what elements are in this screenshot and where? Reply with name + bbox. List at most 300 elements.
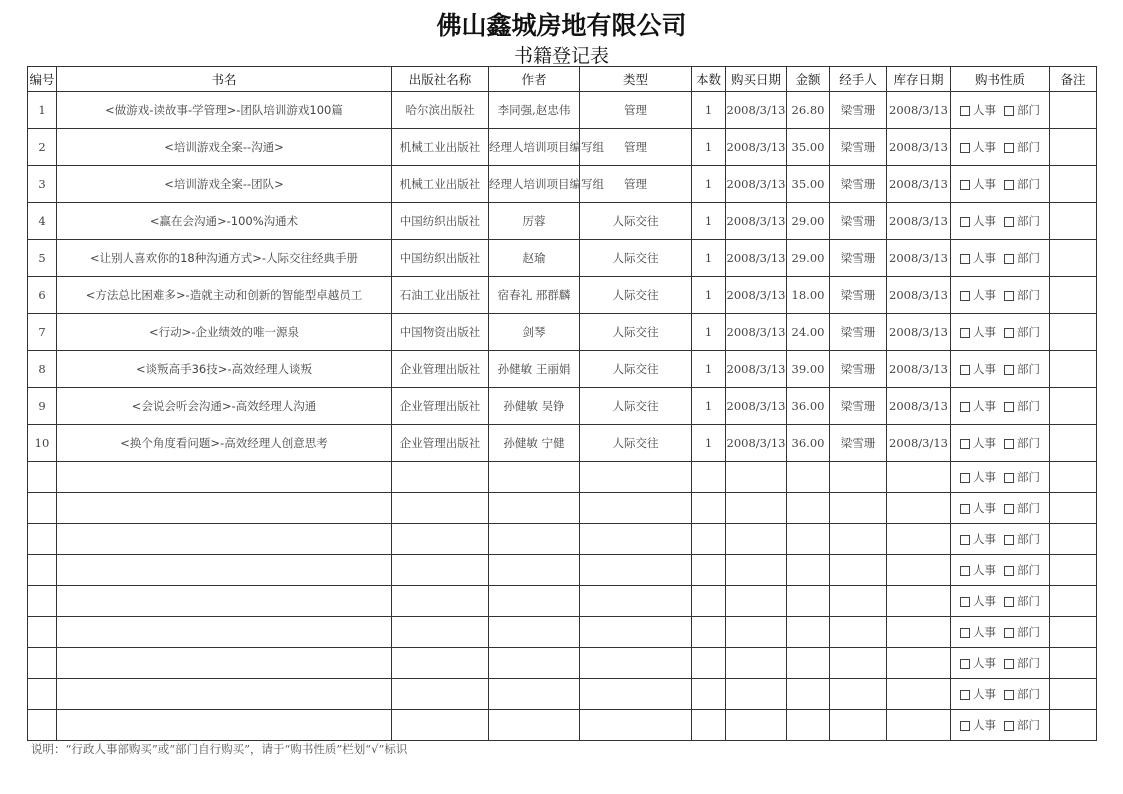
- purchase-nature-label: 部门: [1017, 687, 1040, 701]
- cell-purchase-nature: [951, 617, 1050, 648]
- cell-no: 4: [28, 203, 57, 240]
- checkbox-icon[interactable]: [960, 473, 970, 483]
- checkbox-icon[interactable]: [960, 721, 970, 731]
- empty-cell: [28, 462, 57, 493]
- empty-cell: [392, 586, 489, 617]
- cell-publisher: 企业管理出版社: [392, 425, 489, 462]
- cell-remark: [1050, 388, 1097, 425]
- table-row: [28, 240, 1097, 277]
- cell-title: <赢在会沟通>-100%沟通术: [57, 203, 392, 240]
- cell-purchase-nature: [951, 203, 1050, 240]
- cell-remark: [1050, 240, 1097, 277]
- purchase-nature-option[interactable]: [1004, 250, 1040, 266]
- cell-title: <培训游戏全案--沟通>: [57, 129, 392, 166]
- column-header-author: 作者: [489, 67, 580, 92]
- empty-table-row: [28, 679, 1097, 710]
- checkbox-icon[interactable]: [960, 597, 970, 607]
- cell-type: 人际交往: [580, 240, 692, 277]
- empty-cell: [57, 493, 392, 524]
- empty-cell: [28, 586, 57, 617]
- purchase-nature-label: 部门: [1017, 325, 1040, 339]
- checkbox-icon[interactable]: [960, 439, 970, 449]
- cell-title: <培训游戏全案--团队>: [57, 166, 392, 203]
- cell-author: 孙健敏 宁健: [489, 425, 580, 462]
- empty-cell: [726, 493, 787, 524]
- empty-cell: [489, 648, 580, 679]
- cell-title: <会说会听会沟通>-高效经理人沟通: [57, 388, 392, 425]
- purchase-nature-label: 部门: [1017, 532, 1040, 546]
- purchase-nature-option[interactable]: [1004, 213, 1040, 229]
- checkbox-icon[interactable]: [960, 566, 970, 576]
- checkbox-icon[interactable]: [960, 254, 970, 264]
- checkbox-icon[interactable]: [1004, 402, 1014, 412]
- cell-qty: 1: [692, 92, 726, 129]
- purchase-nature-option[interactable]: [960, 593, 996, 609]
- form-title: 书籍登记表: [513, 45, 609, 67]
- cell-purchase-nature: [951, 351, 1050, 388]
- cell-type: 管理: [580, 92, 692, 129]
- cell-publisher: 哈尔滨出版社: [392, 92, 489, 129]
- cell-buy-date: 2008/3/13: [726, 314, 787, 351]
- purchase-nature-label: 部门: [1017, 501, 1040, 515]
- cell-type: 人际交往: [580, 314, 692, 351]
- cell-no: 3: [28, 166, 57, 203]
- empty-cell: [580, 524, 692, 555]
- cell-purchase-nature: [951, 524, 1050, 555]
- column-header-buy-date: 购买日期: [726, 67, 787, 92]
- empty-cell: [726, 648, 787, 679]
- table-row: [28, 166, 1097, 203]
- checkbox-icon[interactable]: [960, 328, 970, 338]
- purchase-nature-label: 人事: [973, 140, 996, 154]
- purchase-nature-option[interactable]: [1004, 139, 1040, 155]
- empty-cell: [489, 617, 580, 648]
- cell-stock-date: 2008/3/13: [887, 92, 951, 129]
- table-row: [28, 351, 1097, 388]
- empty-cell: [692, 679, 726, 710]
- purchase-nature-option[interactable]: [960, 250, 996, 266]
- cell-purchase-nature: [951, 240, 1050, 277]
- cell-buy-date: 2008/3/13: [726, 425, 787, 462]
- purchase-nature-label: 人事: [973, 177, 996, 191]
- cell-amount: 26.80: [787, 92, 830, 129]
- empty-table-row: [28, 617, 1097, 648]
- checkbox-icon[interactable]: [1004, 439, 1014, 449]
- empty-cell: [787, 710, 830, 741]
- empty-table-row: [28, 524, 1097, 555]
- cell-amount: 39.00: [787, 351, 830, 388]
- purchase-nature-option[interactable]: [960, 176, 996, 192]
- purchase-nature-option[interactable]: [960, 686, 996, 702]
- empty-cell: [580, 710, 692, 741]
- purchase-nature-option[interactable]: [1004, 469, 1040, 485]
- purchase-nature-label: 部门: [1017, 103, 1040, 117]
- column-header-stock-date: 库存日期: [887, 67, 951, 92]
- checkbox-icon[interactable]: [1004, 328, 1014, 338]
- empty-cell: [392, 555, 489, 586]
- cell-no: 10: [28, 425, 57, 462]
- empty-cell: [1050, 493, 1097, 524]
- purchase-nature-option[interactable]: [960, 324, 996, 340]
- empty-cell: [887, 710, 951, 741]
- purchase-nature-option[interactable]: [1004, 562, 1040, 578]
- purchase-nature-label: 部门: [1017, 656, 1040, 670]
- purchase-nature-option[interactable]: [960, 213, 996, 229]
- empty-cell: [580, 617, 692, 648]
- empty-table-row: [28, 648, 1097, 679]
- checkbox-icon[interactable]: [1004, 535, 1014, 545]
- checkbox-icon[interactable]: [960, 106, 970, 116]
- cell-amount: 36.00: [787, 425, 830, 462]
- checkbox-icon[interactable]: [960, 628, 970, 638]
- cell-stock-date: 2008/3/13: [887, 203, 951, 240]
- checkbox-icon[interactable]: [1004, 597, 1014, 607]
- purchase-nature-option[interactable]: [1004, 287, 1040, 303]
- cell-title: <做游戏-读故事-学管理>-团队培训游戏100篇: [57, 92, 392, 129]
- empty-cell: [787, 648, 830, 679]
- purchase-nature-label: 人事: [973, 532, 996, 546]
- empty-cell: [580, 555, 692, 586]
- purchase-nature-label: 人事: [973, 594, 996, 608]
- cell-author: 厉蓉: [489, 203, 580, 240]
- purchase-nature-option[interactable]: [960, 435, 996, 451]
- purchase-nature-label: 部门: [1017, 625, 1040, 639]
- cell-handler: 梁雪珊: [830, 166, 887, 203]
- checkbox-icon[interactable]: [960, 217, 970, 227]
- purchase-nature-label: 部门: [1017, 288, 1040, 302]
- cell-publisher: 中国物资出版社: [392, 314, 489, 351]
- cell-purchase-nature: [951, 277, 1050, 314]
- cell-qty: 1: [692, 240, 726, 277]
- empty-cell: [726, 462, 787, 493]
- purchase-nature-option[interactable]: [1004, 398, 1040, 414]
- column-header-no: 编号: [28, 67, 57, 92]
- checkbox-icon[interactable]: [1004, 180, 1014, 190]
- empty-cell: [1050, 462, 1097, 493]
- cell-author: 经理人培训项目编写组: [489, 166, 580, 203]
- cell-publisher: 机械工业出版社: [392, 166, 489, 203]
- cell-author: 剑琴: [489, 314, 580, 351]
- purchase-nature-label: 人事: [973, 625, 996, 639]
- header-row: [28, 67, 1097, 92]
- cell-type: 管理: [580, 166, 692, 203]
- purchase-nature-label: 人事: [973, 214, 996, 228]
- cell-stock-date: 2008/3/13: [887, 425, 951, 462]
- checkbox-icon[interactable]: [1004, 143, 1014, 153]
- cell-amount: 35.00: [787, 166, 830, 203]
- cell-buy-date: 2008/3/13: [726, 92, 787, 129]
- cell-title: <方法总比困难多>-造就主动和创新的智能型卓越员工: [57, 277, 392, 314]
- empty-table-row: [28, 586, 1097, 617]
- empty-table-row: [28, 555, 1097, 586]
- cell-amount: 18.00: [787, 277, 830, 314]
- cell-amount: 36.00: [787, 388, 830, 425]
- empty-cell: [489, 462, 580, 493]
- empty-cell: [489, 555, 580, 586]
- checkbox-icon[interactable]: [1004, 504, 1014, 514]
- cell-remark: [1050, 92, 1097, 129]
- empty-cell: [887, 617, 951, 648]
- table-body: [28, 92, 1097, 741]
- purchase-nature-option[interactable]: [960, 469, 996, 485]
- purchase-nature-option[interactable]: [1004, 102, 1040, 118]
- purchase-nature-option[interactable]: [960, 139, 996, 155]
- cell-no: 7: [28, 314, 57, 351]
- purchase-nature-option[interactable]: [1004, 435, 1040, 451]
- cell-stock-date: 2008/3/13: [887, 351, 951, 388]
- empty-cell: [28, 555, 57, 586]
- cell-qty: 1: [692, 277, 726, 314]
- cell-stock-date: 2008/3/13: [887, 277, 951, 314]
- cell-remark: [1050, 314, 1097, 351]
- cell-amount: 29.00: [787, 240, 830, 277]
- purchase-nature-option[interactable]: [960, 624, 996, 640]
- purchase-nature-option[interactable]: [960, 102, 996, 118]
- checkbox-icon[interactable]: [1004, 473, 1014, 483]
- empty-cell: [787, 679, 830, 710]
- purchase-nature-option[interactable]: [1004, 324, 1040, 340]
- cell-author: 李同强,赵忠伟: [489, 92, 580, 129]
- purchase-nature-label: 部门: [1017, 177, 1040, 191]
- cell-handler: 梁雪珊: [830, 277, 887, 314]
- purchase-nature-option[interactable]: [960, 717, 996, 733]
- checkbox-icon[interactable]: [1004, 254, 1014, 264]
- checkbox-icon[interactable]: [1004, 106, 1014, 116]
- empty-cell: [580, 462, 692, 493]
- empty-cell: [392, 462, 489, 493]
- empty-cell: [580, 493, 692, 524]
- cell-handler: 梁雪珊: [830, 92, 887, 129]
- cell-author: 赵瑜: [489, 240, 580, 277]
- purchase-nature-option[interactable]: [960, 361, 996, 377]
- empty-cell: [489, 524, 580, 555]
- empty-cell: [1050, 679, 1097, 710]
- cell-purchase-nature: [951, 493, 1050, 524]
- cell-type: 人际交往: [580, 425, 692, 462]
- book-register-table: [27, 66, 1097, 741]
- cell-type: 人际交往: [580, 277, 692, 314]
- cell-handler: 梁雪珊: [830, 240, 887, 277]
- empty-cell: [28, 648, 57, 679]
- empty-cell: [57, 586, 392, 617]
- purchase-nature-option[interactable]: [1004, 624, 1040, 640]
- checkbox-icon[interactable]: [960, 659, 970, 669]
- checkbox-icon[interactable]: [1004, 566, 1014, 576]
- checkbox-icon[interactable]: [1004, 690, 1014, 700]
- cell-qty: 1: [692, 425, 726, 462]
- empty-cell: [1050, 524, 1097, 555]
- cell-buy-date: 2008/3/13: [726, 388, 787, 425]
- purchase-nature-option[interactable]: [1004, 686, 1040, 702]
- empty-table-row: [28, 462, 1097, 493]
- cell-publisher: 石油工业出版社: [392, 277, 489, 314]
- empty-cell: [830, 462, 887, 493]
- purchase-nature-label: 部门: [1017, 470, 1040, 484]
- empty-cell: [57, 555, 392, 586]
- cell-purchase-nature: [951, 462, 1050, 493]
- purchase-nature-label: 部门: [1017, 399, 1040, 413]
- checkbox-icon[interactable]: [960, 690, 970, 700]
- cell-stock-date: 2008/3/13: [887, 129, 951, 166]
- empty-cell: [887, 493, 951, 524]
- cell-type: 人际交往: [580, 203, 692, 240]
- cell-purchase-nature: [951, 425, 1050, 462]
- empty-cell: [57, 524, 392, 555]
- cell-no: 2: [28, 129, 57, 166]
- checkbox-icon[interactable]: [1004, 721, 1014, 731]
- empty-cell: [787, 493, 830, 524]
- empty-cell: [57, 679, 392, 710]
- cell-purchase-nature: [951, 648, 1050, 679]
- column-header-qty: 本数: [692, 67, 726, 92]
- empty-table-row: [28, 493, 1097, 524]
- empty-cell: [692, 586, 726, 617]
- empty-cell: [1050, 555, 1097, 586]
- empty-cell: [787, 462, 830, 493]
- purchase-nature-option[interactable]: [1004, 176, 1040, 192]
- cell-author: 孙健敏 王丽娟: [489, 351, 580, 388]
- cell-stock-date: 2008/3/13: [887, 166, 951, 203]
- empty-cell: [28, 679, 57, 710]
- cell-qty: 1: [692, 351, 726, 388]
- cell-buy-date: 2008/3/13: [726, 129, 787, 166]
- checkbox-icon[interactable]: [1004, 217, 1014, 227]
- cell-author: 经理人培训项目编写组: [489, 129, 580, 166]
- column-header-amount: 金额: [787, 67, 830, 92]
- empty-cell: [489, 586, 580, 617]
- empty-cell: [692, 462, 726, 493]
- empty-cell: [1050, 617, 1097, 648]
- cell-type: 管理: [580, 129, 692, 166]
- cell-remark: [1050, 351, 1097, 388]
- checkbox-icon[interactable]: [1004, 659, 1014, 669]
- empty-cell: [692, 648, 726, 679]
- cell-purchase-nature: [951, 388, 1050, 425]
- empty-cell: [726, 617, 787, 648]
- empty-table-row: [28, 710, 1097, 741]
- empty-cell: [489, 493, 580, 524]
- purchase-nature-option[interactable]: [1004, 361, 1040, 377]
- checkbox-icon[interactable]: [960, 291, 970, 301]
- empty-cell: [28, 524, 57, 555]
- cell-author: 孙健敏 吴铮: [489, 388, 580, 425]
- checkbox-icon[interactable]: [960, 402, 970, 412]
- empty-cell: [830, 710, 887, 741]
- purchase-nature-option[interactable]: [1004, 500, 1040, 516]
- purchase-nature-label: 部门: [1017, 251, 1040, 265]
- purchase-nature-option[interactable]: [960, 562, 996, 578]
- empty-cell: [392, 617, 489, 648]
- empty-cell: [887, 586, 951, 617]
- cell-title: <换个角度看问题>-高效经理人创意思考: [57, 425, 392, 462]
- cell-purchase-nature: [951, 166, 1050, 203]
- purchase-nature-option[interactable]: [960, 531, 996, 547]
- cell-type: 人际交往: [580, 351, 692, 388]
- empty-cell: [887, 555, 951, 586]
- cell-buy-date: 2008/3/13: [726, 277, 787, 314]
- cell-qty: 1: [692, 166, 726, 203]
- cell-remark: [1050, 203, 1097, 240]
- column-header-nature: 购书性质: [951, 67, 1050, 92]
- table-row: [28, 92, 1097, 129]
- cell-author: 宿春礼 邢群麟: [489, 277, 580, 314]
- empty-cell: [392, 493, 489, 524]
- column-header-title: 书名: [57, 67, 392, 92]
- cell-handler: 梁雪珊: [830, 203, 887, 240]
- purchase-nature-option[interactable]: [960, 500, 996, 516]
- empty-cell: [28, 617, 57, 648]
- checkbox-icon[interactable]: [960, 365, 970, 375]
- company-name: 佛山鑫城房地有限公司: [436, 11, 687, 40]
- empty-cell: [28, 493, 57, 524]
- empty-cell: [887, 524, 951, 555]
- purchase-nature-label: 人事: [973, 251, 996, 265]
- purchase-nature-label: 部门: [1017, 214, 1040, 228]
- cell-amount: 29.00: [787, 203, 830, 240]
- purchase-nature-label: 部门: [1017, 594, 1040, 608]
- cell-qty: 1: [692, 203, 726, 240]
- checkbox-icon[interactable]: [960, 180, 970, 190]
- cell-remark: [1050, 425, 1097, 462]
- purchase-nature-option[interactable]: [1004, 531, 1040, 547]
- empty-cell: [489, 679, 580, 710]
- empty-cell: [392, 679, 489, 710]
- cell-purchase-nature: [951, 679, 1050, 710]
- empty-cell: [726, 586, 787, 617]
- cell-title: <行动>-企业绩效的唯一源泉: [57, 314, 392, 351]
- checkbox-icon[interactable]: [1004, 365, 1014, 375]
- empty-cell: [57, 648, 392, 679]
- cell-no: 5: [28, 240, 57, 277]
- purchase-nature-option[interactable]: [1004, 593, 1040, 609]
- column-header-handler: 经手人: [830, 67, 887, 92]
- column-header-type: 类型: [580, 67, 692, 92]
- table-row: [28, 314, 1097, 351]
- cell-qty: 1: [692, 388, 726, 425]
- purchase-nature-label: 人事: [973, 501, 996, 515]
- purchase-nature-label: 人事: [973, 288, 996, 302]
- checkbox-icon[interactable]: [1004, 628, 1014, 638]
- cell-buy-date: 2008/3/13: [726, 203, 787, 240]
- checkbox-icon[interactable]: [1004, 291, 1014, 301]
- purchase-nature-option[interactable]: [1004, 717, 1040, 733]
- cell-purchase-nature: [951, 555, 1050, 586]
- empty-cell: [830, 648, 887, 679]
- cell-stock-date: 2008/3/13: [887, 240, 951, 277]
- cell-handler: 梁雪珊: [830, 388, 887, 425]
- purchase-nature-label: 人事: [973, 687, 996, 701]
- empty-cell: [787, 524, 830, 555]
- purchase-nature-option[interactable]: [960, 655, 996, 671]
- checkbox-icon[interactable]: [960, 535, 970, 545]
- checkbox-icon[interactable]: [960, 143, 970, 153]
- cell-no: 8: [28, 351, 57, 388]
- purchase-nature-option[interactable]: [960, 398, 996, 414]
- cell-remark: [1050, 129, 1097, 166]
- checkbox-icon[interactable]: [960, 504, 970, 514]
- empty-cell: [580, 679, 692, 710]
- purchase-nature-option[interactable]: [960, 287, 996, 303]
- empty-cell: [830, 524, 887, 555]
- empty-cell: [57, 617, 392, 648]
- purchase-nature-label: 人事: [973, 656, 996, 670]
- empty-cell: [692, 710, 726, 741]
- table-row: [28, 129, 1097, 166]
- purchase-nature-option[interactable]: [1004, 655, 1040, 671]
- empty-cell: [1050, 586, 1097, 617]
- empty-cell: [787, 617, 830, 648]
- empty-cell: [392, 524, 489, 555]
